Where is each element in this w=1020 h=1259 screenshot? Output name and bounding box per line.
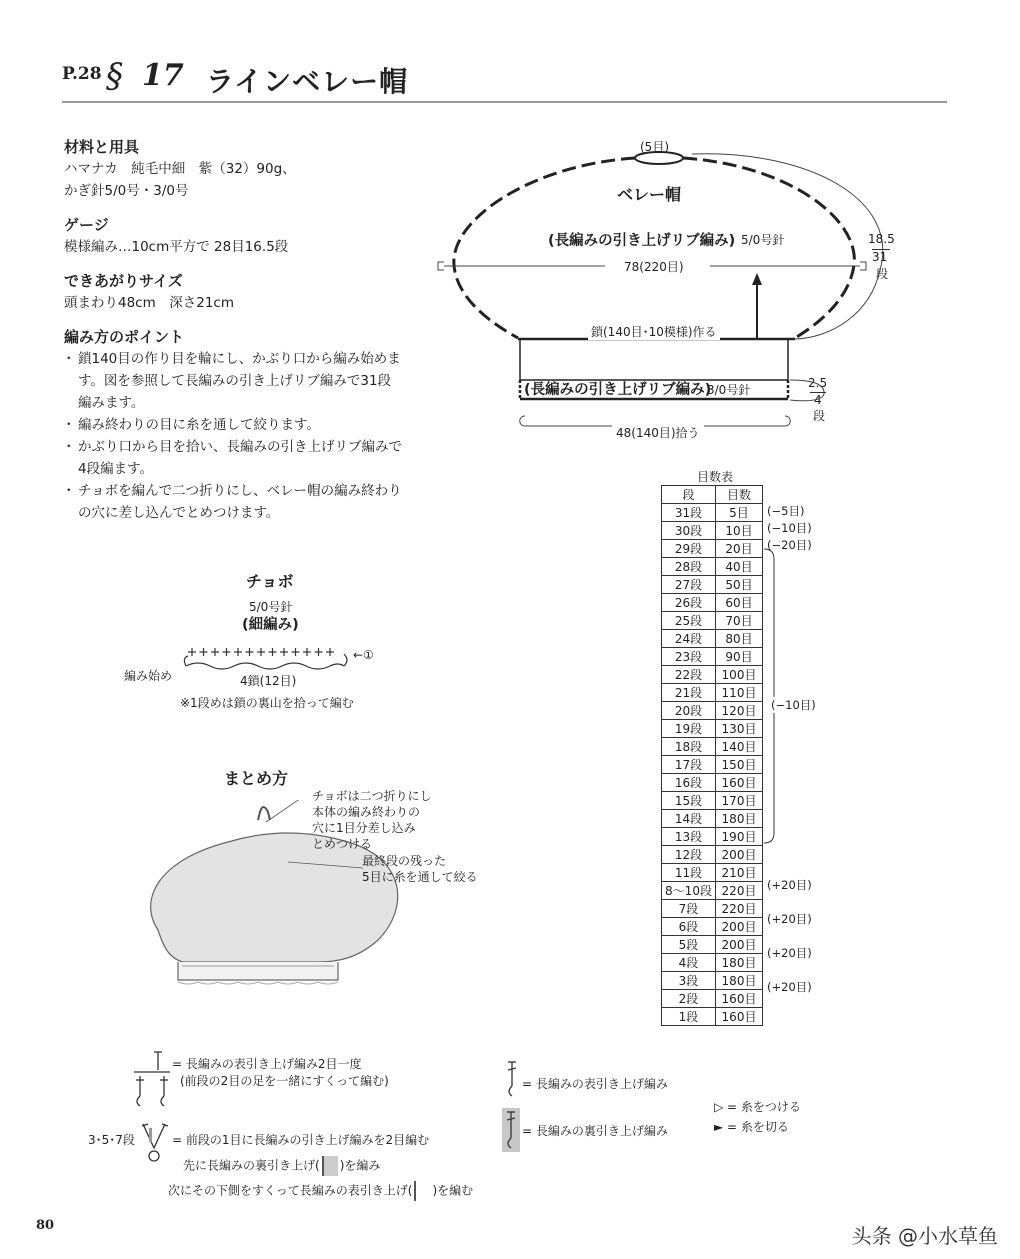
front-post-mini-icon bbox=[414, 1181, 430, 1201]
table-row bbox=[662, 540, 763, 558]
row-label: 13段 bbox=[662, 828, 716, 846]
stitch-count: 10目 bbox=[716, 522, 763, 540]
table-row bbox=[662, 792, 763, 810]
note-row-3: (+20目) bbox=[767, 946, 812, 960]
band-rows: 4 bbox=[814, 393, 822, 407]
decrease-bracket bbox=[762, 545, 782, 847]
list-item: ・ かぶり口から目を拾い、長編みの引き上げリブ編みで4段編ます。 bbox=[64, 436, 404, 480]
beret-rows-unit: 段 bbox=[876, 267, 889, 281]
table-row bbox=[662, 684, 763, 702]
chobo-loop-icon bbox=[258, 807, 270, 820]
row-label: 2段 bbox=[662, 990, 716, 1008]
stitch-count: 180目 bbox=[716, 954, 763, 972]
stitch-count: 60目 bbox=[716, 594, 763, 612]
row-label: 8〜10段 bbox=[662, 882, 716, 900]
table-row bbox=[662, 666, 763, 684]
table-row bbox=[662, 1008, 763, 1026]
row-label: 14段 bbox=[662, 810, 716, 828]
back-post-mini-icon bbox=[322, 1156, 338, 1176]
beret-rows: 31 bbox=[872, 250, 888, 264]
row-label: 5段 bbox=[662, 936, 716, 954]
stitch-count: 220目 bbox=[716, 900, 763, 918]
page-title: ラインベレー帽 bbox=[206, 65, 409, 98]
note-row-7: (+20目) bbox=[767, 878, 812, 892]
band-stitch: (長編みの引き上げリブ編み) bbox=[524, 382, 712, 398]
legend-d2: ► = 糸を切る bbox=[714, 1120, 789, 1134]
table-row bbox=[662, 900, 763, 918]
stitch-count: 100目 bbox=[716, 666, 763, 684]
beret-width: 78(220目) bbox=[620, 258, 688, 275]
stitch-count: 130目 bbox=[716, 720, 763, 738]
table-row bbox=[662, 630, 763, 648]
table-row bbox=[662, 810, 763, 828]
table-row bbox=[662, 990, 763, 1008]
points-list bbox=[64, 348, 404, 524]
materials-line: かぎ針5/0号・3/0号 bbox=[64, 183, 189, 199]
stitch-count: 120目 bbox=[716, 702, 763, 720]
note-bracket: (−10目) bbox=[771, 698, 816, 712]
chobo-chain: 4鎖(12目) bbox=[240, 674, 297, 688]
row-label: 24段 bbox=[662, 630, 716, 648]
assembly-title: まとめ方 bbox=[224, 769, 289, 788]
page-number: 80 bbox=[36, 1218, 55, 1233]
legend-a1: = 長編みの表引き上げ編み2目一度 bbox=[172, 1057, 362, 1071]
table-row bbox=[662, 594, 763, 612]
assembly-note-chobo: チョボは二つ折りにし 本体の編み終わりの 穴に1目分差し込み とめつける bbox=[312, 789, 432, 851]
table-row bbox=[662, 846, 763, 864]
row-label: 7段 bbox=[662, 900, 716, 918]
legend-b2: 先に長編みの裏引き上げ( )を編み bbox=[183, 1156, 380, 1176]
list-item: ・ 鎖140目の作り目を輪にし、かぶり口から編み始めます。図を参照して長編みの引き上げリブ編みで31段編みます。 bbox=[64, 348, 404, 414]
stitch-count: 5目 bbox=[716, 504, 763, 522]
row-label: 6段 bbox=[662, 918, 716, 936]
row-label: 31段 bbox=[662, 504, 716, 522]
legend-b-label: 3･5･7段 bbox=[88, 1133, 135, 1147]
column-header-stitches: 目数 bbox=[716, 486, 763, 504]
section-mark: § bbox=[106, 56, 123, 96]
table-row bbox=[662, 576, 763, 594]
stitch-count: 90目 bbox=[716, 648, 763, 666]
row-label: 28段 bbox=[662, 558, 716, 576]
materials-heading: 材料と用具 bbox=[64, 138, 140, 156]
count-table-title: 目数表 bbox=[697, 470, 734, 484]
beret-body bbox=[151, 833, 398, 962]
band-depth: 2.5 bbox=[808, 376, 828, 390]
row-label: 20段 bbox=[662, 702, 716, 720]
stitch-count: 180目 bbox=[716, 810, 763, 828]
row-label: 11段 bbox=[662, 864, 716, 882]
back-post-symbol-icon bbox=[500, 1106, 522, 1154]
chobo-stitch: (細編み) bbox=[242, 617, 299, 633]
stitch-count: 150目 bbox=[716, 756, 763, 774]
table-row bbox=[662, 522, 763, 540]
stitch-count: 80目 bbox=[716, 630, 763, 648]
count-table bbox=[661, 485, 763, 1026]
row-label: 12段 bbox=[662, 846, 716, 864]
materials-line: ハマナカ 純毛中細 紫（32）90g、 bbox=[64, 161, 296, 177]
table-row bbox=[662, 720, 763, 738]
gauge-line: 模様編み…10cm平方で 28目16.5段 bbox=[64, 239, 289, 255]
note-row-31: (−5目) bbox=[767, 504, 805, 518]
increase-symbol-icon bbox=[140, 1118, 170, 1168]
list-item: ・ 編み終わりの目に糸を通して絞ります。 bbox=[64, 414, 404, 436]
instructions-column bbox=[64, 128, 404, 524]
stitch-count: 200目 bbox=[716, 936, 763, 954]
legend-b1: = 前段の1目に長編みの引き上げ編みを2目編む bbox=[172, 1133, 430, 1147]
table-row bbox=[662, 612, 763, 630]
list-item: ・ チョボを編んで二つ折りにし、ベレー帽の編み終わりの穴に差し込んでとめつけます。 bbox=[64, 480, 404, 524]
table-row bbox=[662, 774, 763, 792]
single-crochet-row bbox=[188, 648, 334, 656]
row-label: 27段 bbox=[662, 576, 716, 594]
size-heading: できあがりサイズ bbox=[64, 272, 183, 290]
stitch-count: 160目 bbox=[716, 990, 763, 1008]
row-label: 19段 bbox=[662, 720, 716, 738]
stitch-count: 40目 bbox=[716, 558, 763, 576]
column-header-row: 段 bbox=[662, 486, 716, 504]
table-row bbox=[662, 936, 763, 954]
row-label: 3段 bbox=[662, 972, 716, 990]
row-label: 29段 bbox=[662, 540, 716, 558]
chobo-row-marker: ←① bbox=[353, 648, 374, 662]
note-row-1: (+20目) bbox=[767, 980, 812, 994]
row-label: 22段 bbox=[662, 666, 716, 684]
table-row bbox=[662, 738, 763, 756]
legend-a2: (前段の2目の足を一緒にすくって編む) bbox=[180, 1074, 389, 1088]
header-rule bbox=[62, 101, 947, 103]
points-heading: 編み方のポイント bbox=[64, 328, 185, 346]
table-row bbox=[662, 864, 763, 882]
table-row bbox=[662, 882, 763, 900]
table-row bbox=[662, 702, 763, 720]
row-label: 15段 bbox=[662, 792, 716, 810]
row-label: 17段 bbox=[662, 756, 716, 774]
row-label: 25段 bbox=[662, 612, 716, 630]
stitch-count: 170目 bbox=[716, 792, 763, 810]
stitch-count: 180目 bbox=[716, 972, 763, 990]
beret-hook: 5/0号針 bbox=[741, 233, 785, 247]
legend-c1: = 長編みの表引き上げ編み bbox=[522, 1077, 668, 1091]
pattern-number: 17 bbox=[142, 58, 184, 93]
stitch-count: 50目 bbox=[716, 576, 763, 594]
table-row bbox=[662, 918, 763, 936]
row-label: 30段 bbox=[662, 522, 716, 540]
band-rows-unit: 段 bbox=[813, 409, 826, 423]
watermark: 头条 @小水草鱼 bbox=[851, 1224, 998, 1248]
stitch-count: 160目 bbox=[716, 1008, 763, 1026]
table-row bbox=[662, 756, 763, 774]
front-post-symbol-icon bbox=[502, 1058, 522, 1098]
chobo-title: チョボ bbox=[246, 572, 294, 591]
band-width: 48(140目)拾う bbox=[612, 424, 704, 441]
arrow-head-icon bbox=[752, 273, 762, 285]
legend-b3: 次にその下側をすくって長編みの表引き上げ( )を編む bbox=[168, 1181, 473, 1201]
row-label: 18段 bbox=[662, 738, 716, 756]
stitch-count: 190目 bbox=[716, 828, 763, 846]
beret-diagram bbox=[430, 130, 900, 450]
table-row bbox=[662, 954, 763, 972]
foundation-chain: 鎖(140目･10模様)作る bbox=[588, 323, 720, 340]
row-label: 21段 bbox=[662, 684, 716, 702]
stitch-count: 140目 bbox=[716, 738, 763, 756]
note-row-29: (−20目) bbox=[767, 538, 812, 552]
size-line: 頭まわり48cm 深さ21cm bbox=[64, 295, 235, 311]
legend-d1: ▷ = 糸をつける bbox=[714, 1100, 801, 1114]
stitch-count: 70目 bbox=[716, 612, 763, 630]
row-label: 26段 bbox=[662, 594, 716, 612]
page-reference: P.28 bbox=[62, 64, 102, 84]
note-row-30: (−10目) bbox=[767, 521, 812, 535]
stitch-count: 20目 bbox=[716, 540, 763, 558]
table-row bbox=[662, 972, 763, 990]
row-label: 23段 bbox=[662, 648, 716, 666]
chain-stitches bbox=[186, 663, 344, 669]
row-label: 16段 bbox=[662, 774, 716, 792]
beret-band bbox=[178, 962, 338, 980]
crown-stitch-label: (5目) bbox=[640, 140, 669, 154]
stitch-count: 160目 bbox=[716, 774, 763, 792]
table-row bbox=[662, 648, 763, 666]
beret-stitch: (長編みの引き上げリブ編み) bbox=[548, 233, 736, 249]
stitch-count: 110目 bbox=[716, 684, 763, 702]
legend-c2: = 長編みの裏引き上げ編み bbox=[522, 1124, 668, 1138]
stitch-count: 200目 bbox=[716, 846, 763, 864]
assembly-note-finish: 最終段の残った 5目に糸を通して絞る bbox=[362, 854, 478, 884]
table-row bbox=[662, 504, 763, 522]
stitch-count: 220目 bbox=[716, 882, 763, 900]
row-label: 1段 bbox=[662, 1008, 716, 1026]
beret-name: ベレー帽 bbox=[617, 185, 682, 204]
chobo-hook: 5/0号針 bbox=[249, 600, 293, 614]
gauge-heading: ゲージ bbox=[64, 216, 109, 234]
stitch-count: 210目 bbox=[716, 864, 763, 882]
row-label: 4段 bbox=[662, 954, 716, 972]
stitch-count: 200目 bbox=[716, 918, 763, 936]
chobo-note: ※1段めは鎖の裏山を拾って編む bbox=[180, 696, 354, 710]
table-header-row bbox=[662, 486, 763, 504]
note-row-5: (+20目) bbox=[767, 912, 812, 926]
band-hook: 3/0号針 bbox=[707, 383, 751, 397]
beret-depth: 18.5 bbox=[868, 232, 895, 246]
table-row bbox=[662, 558, 763, 576]
table-row bbox=[662, 828, 763, 846]
chobo-start: 編み始め bbox=[124, 669, 173, 683]
two-together-symbol-icon bbox=[128, 1048, 178, 1110]
